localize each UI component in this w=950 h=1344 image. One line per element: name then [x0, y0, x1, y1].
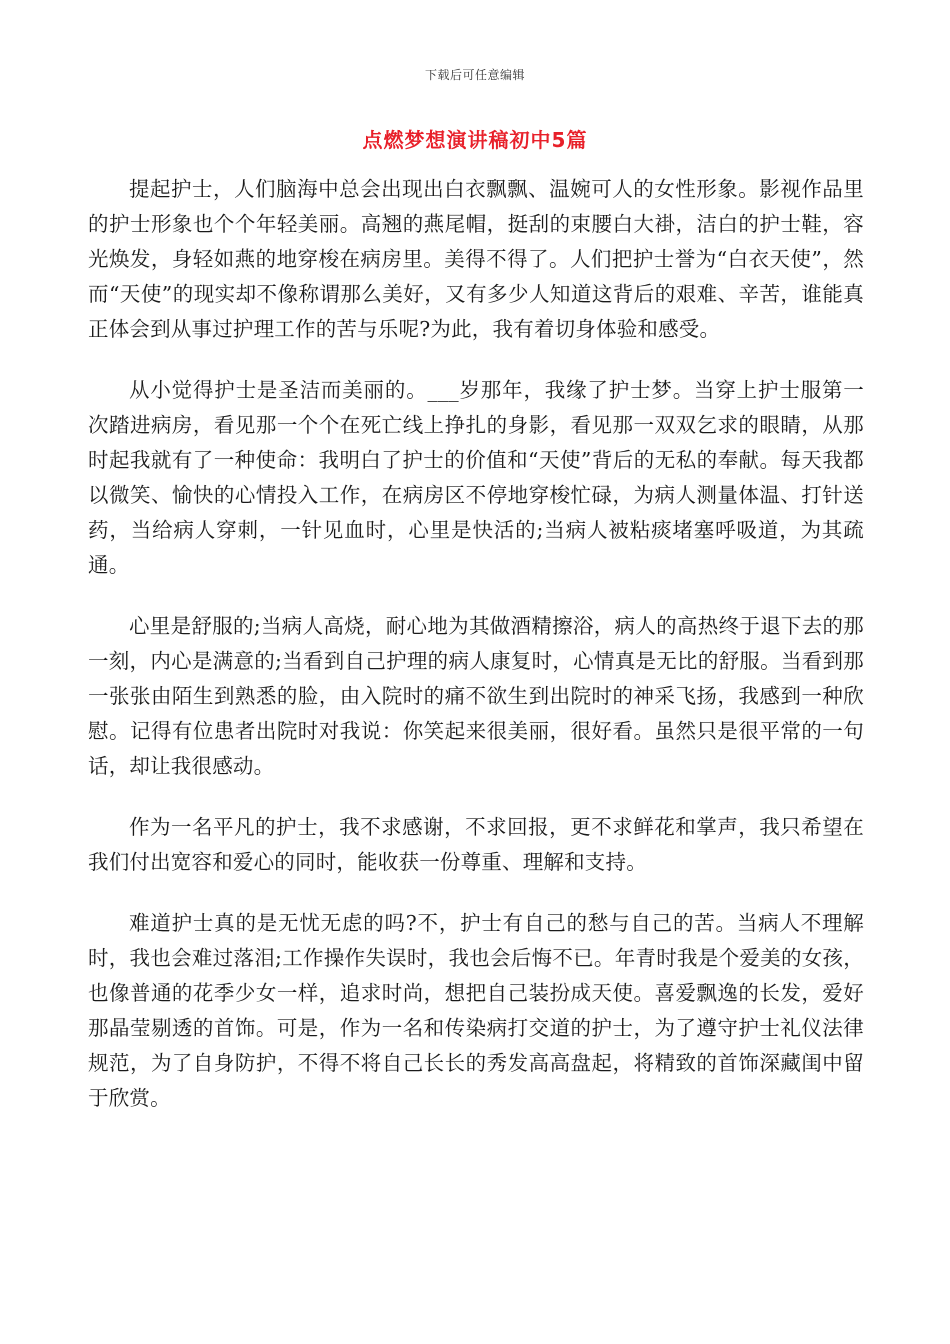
paragraph: 心里是舒服的;当病人高烧，耐心地为其做酒精擦浴，病人的高热终于退下去的那一刻，内心是满意的;当看到自己护理的病人康复时，心情真是无比的舒服。当看到那一张张由陌生到熟悉的脸，由入院时的痛不欲生到出院时的神采飞扬，我感到一种欣慰。记得有位患者出院时对我说：你笑起来很美丽，很好看。虽然只是很平常的一句话，却让我很感动。: [88, 614, 864, 778]
paragraph: 从小觉得护士是圣洁而美丽的。___岁那年，我缘了护士梦。当穿上护士服第一次踏进病房，看见那一个个在死亡线上挣扎的身影，看见那一双双乞求的眼睛，从那时起我就有了一种使命：我明白了护士的价值和“天使”背后的无私的奉献。每天我都以微笑、愉快的心情投入工作，在病房区不停地穿梭忙碌，为病人测量体温、打针送药，当给病人穿刺，一针见血时，心里是快活的;当病人被粘痰堵塞呼吸道，为其疏通。: [88, 378, 864, 577]
paragraph: 难道护士真的是无忧无虑的吗?不，护士有自己的愁与自己的苦。当病人不理解时，我也会难过落泪;工作操作失误时，我也会后悔不已。年青时我是个爱美的女孩，也像普通的花季少女一样，追求时尚，想把自己装扮成天使。喜爱飘逸的长发，爱好那晶莹剔透的首饰。可是，作为一名和传染病打交道的护士，为了遵守护士礼仪法律规范，为了自身防护，不得不将自己长长的秀发高高盘起，将精致的首饰深藏闺中留于欣赏。: [88, 911, 864, 1110]
document-body: [88, 172, 864, 1142]
paragraph: 作为一名平凡的护士，我不求感谢，不求回报，更不求鲜花和掌声，我只希望在我们付出宽容和爱心的同时，能收获一份尊重、理解和支持。: [88, 815, 864, 874]
document-title: 点燃梦想演讲稿初中5篇: [362, 128, 588, 152]
paragraph: 提起护士，人们脑海中总会出现出白衣飘飘、温婉可人的女性形象。影视作品里的护士形象也个个年轻美丽。高翘的燕尾帽，挺刮的束腰白大褂，洁白的护士鞋，容光焕发，身轻如燕的地穿梭在病房里。美得不得了。人们把护士誉为“白衣天使”，然而“天使”的现实却不像称谓那么美好，又有多少人知道这背后的艰难、辛苦，谁能真正体会到从事过护理工作的苦与乐呢?为此，我有着切身体验和感受。: [88, 177, 864, 341]
header-note: 下载后可任意编辑: [424, 68, 525, 82]
